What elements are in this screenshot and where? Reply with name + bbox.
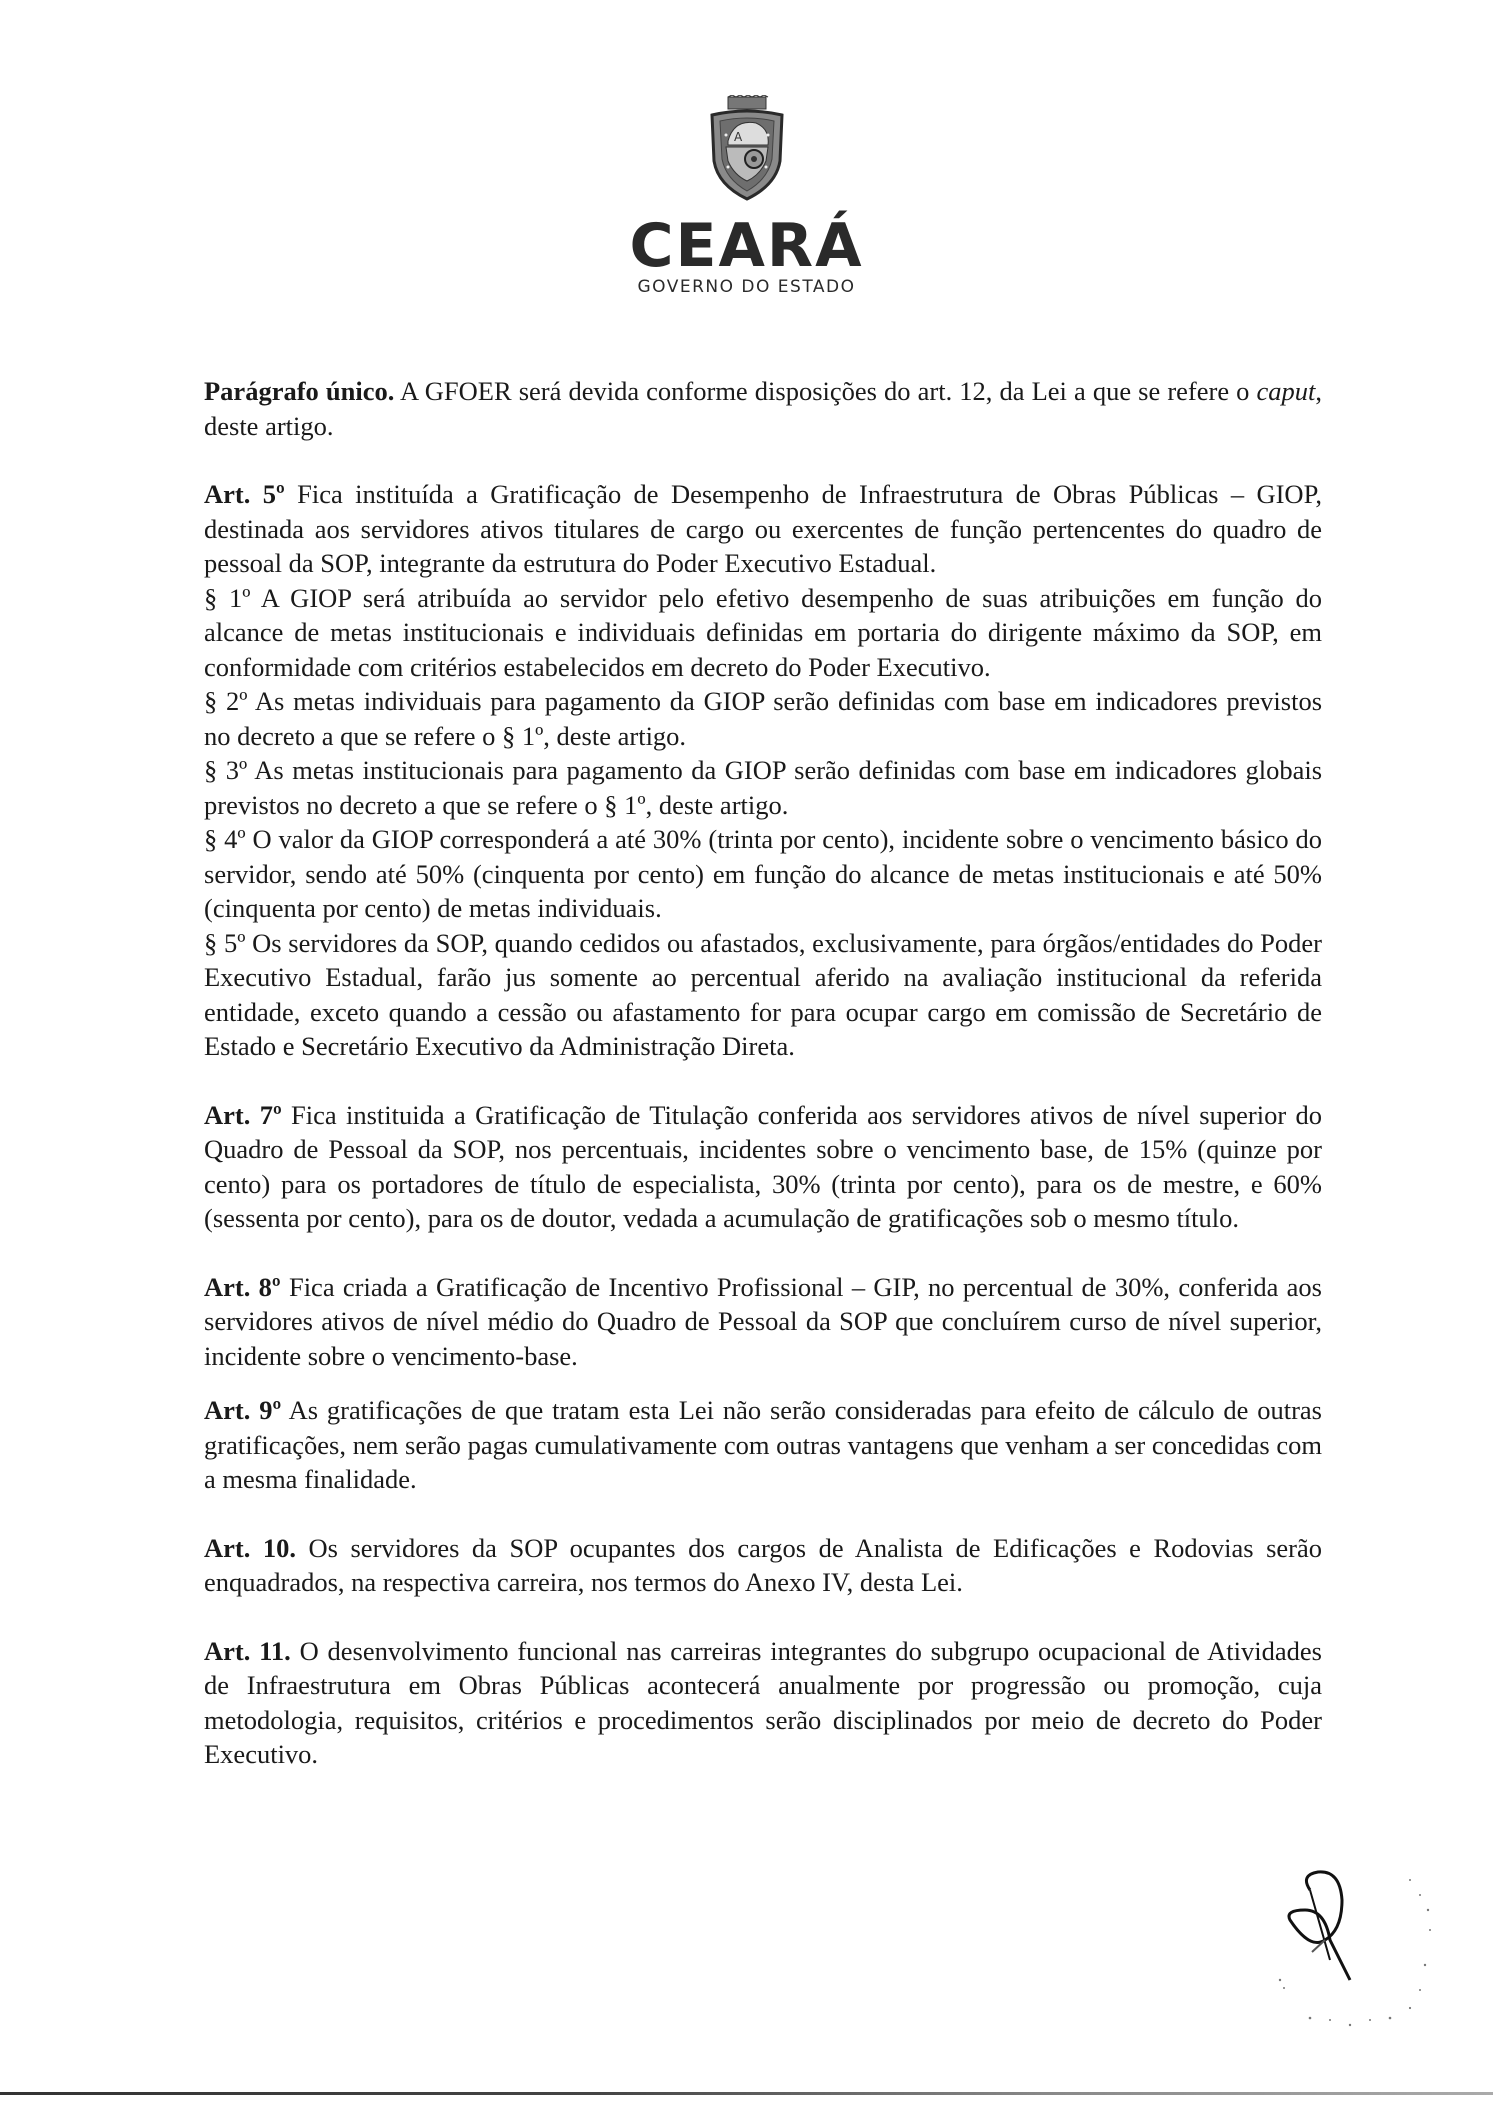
paragraph-text: Os servidores da SOP, quando cedidos ou afastados, exclusivamente, para órgãos/entidades do Poder Executivo Estadual, farão jus somente ao percentual aferido na avaliação institucional da referida entidade, exceto quando a cessão ou afastamento for para ocupar cargo em comissão de Secretário de Estado e Secretário Executivo da Administração Direta. (204, 927, 1323, 1061)
paragrafo-unico (204, 374, 1322, 443)
article-5-paragraph-4 (204, 822, 1322, 926)
article-5-paragraph-1 (204, 581, 1322, 685)
article-10 (204, 1531, 1322, 1600)
paragraph-lead: § 3º (204, 755, 248, 785)
paragraph-lead: Art. 9º (204, 1395, 282, 1425)
brand-subtitle: GOVERNO DO ESTADO (637, 277, 856, 297)
paragraph-lead: Art. 10. (204, 1532, 296, 1563)
article-5-paragraph-5 (204, 926, 1322, 1064)
brand-name: CEARÁ (629, 211, 864, 281)
article-8 (204, 1270, 1322, 1374)
paragraph-text: As gratificações de que tratam esta Lei não serão consideradas para efeito de cálculo de outras gratificações, nem serão pagas cumulativamente com outras vantagens que venham a ser concedidas com a mesma finalidade. (204, 1395, 1322, 1494)
paragraph-text: As metas individuais para pagamento da GIOP serão definidas com base em indicadores previstos no decreto a que se refere o § 1º, deste artigo. (204, 686, 1323, 751)
paragraph-text: Fica criada a Gratificação de Incentivo Profissional – GIP, no percentual de 30%, conferida aos servidores ativos de nível médio do Quadro de Pessoal da SOP que concluírem curso de nível superior, incidente sobre o vencimento-base. (204, 1271, 1322, 1371)
handwritten-initials-icon (1270, 1870, 1470, 2040)
article-5-paragraph-2 (204, 684, 1322, 753)
paragraph-text: Fica instituida a Gratificação de Titulação conferida aos servidores ativos de nível superior do Quadro de Pessoal da SOP, nos percentuais, incidentes sobre o vencimento base, de 15% (quinze por cento) para os portadores de título de especialista, 30% (trinta por cento), para os de mestre, e 60% (sessenta por cento), para os de doutor, vedada a acumulação de gratificações sob o mesmo título. (204, 1099, 1322, 1233)
svg-text:A: A (733, 130, 742, 144)
paragraph-lead: § 5º (204, 927, 246, 958)
paragraph-text: Os servidores da SOP ocupantes dos cargos de Analista de Edificações e Rodovias serão enquadrados, na respectiva carreira, nos termos do Anexo IV, desta Lei. (204, 1532, 1322, 1597)
paragraph-lead: Art. 8º (204, 1271, 281, 1302)
paragraph-lead: Parágrafo único. (204, 376, 395, 406)
paragraph-lead: § 4º (204, 824, 246, 854)
paragraph-text: A GIOP será atribuída ao servidor pelo efetivo desempenho de suas atribuições em função do alcance de metas institucionais e individuais definidas em portaria do dirigente máximo da SOP, em conformidade com critérios estabelecidos em decreto do Poder Executivo. (204, 582, 1322, 682)
paragraph-lead: Art. 5º (204, 479, 285, 509)
article-5-paragraph-3 (204, 753, 1322, 822)
paragraph-text: A GFOER será devida conforme disposições do art. 12, da Lei a que se refere o (394, 376, 1257, 406)
article-7 (204, 1098, 1322, 1236)
article-9 (204, 1393, 1322, 1497)
paragraph-lead: Art. 11. (204, 1635, 291, 1666)
paragraph-text-end: , deste artigo. (204, 376, 1323, 441)
paragraph-text: O desenvolvimento funcional nas carreiras integrantes do subgrupo ocupacional de Atividades de Infraestrutura em Obras Públicas acontecerá anualmente por progressão ou promoção, cuja metodologia, requisitos, critérios e procedimentos serão disciplinados por meio de decreto do Poder Executivo. (204, 1635, 1322, 1769)
paragraph-lead: Art. 7º (204, 1099, 282, 1130)
paragraph-text: As metas institucionais para pagamento da GIOP serão definidas com base em indicadores globais previstos no decreto a que se refere o § 1º, deste artigo. (204, 755, 1323, 820)
paragraph-lead: § 2º (204, 686, 248, 716)
paragraph-lead: § 1º (204, 582, 251, 613)
ceara-coat-of-arms-icon (704, 95, 790, 203)
document-body (204, 374, 1322, 1772)
article-11 (204, 1634, 1322, 1772)
paragraph-italic: caput (1256, 376, 1316, 406)
footer-rule (0, 2092, 1493, 2095)
paragraph-text: Fica instituída a Gratificação de Desempenho de Infraestrutura de Obras Públicas – GIOP, destinada aos servidores ativos titulares de cargo ou exercentes de função pertencentes do quadro de pessoal da SOP, integrante da estrutura do Poder Executivo Estadual. (204, 479, 1322, 578)
letterhead (0, 95, 1493, 297)
paragraph-text: O valor da GIOP corresponderá a até 30% (trinta por cento), incidente sobre o vencimento básico do servidor, sendo até 50% (cinquenta por cento) em função do alcance de metas institucionais e até 50% (cinquenta por cento) de metas individuais. (204, 824, 1322, 923)
article-5 (204, 477, 1322, 581)
